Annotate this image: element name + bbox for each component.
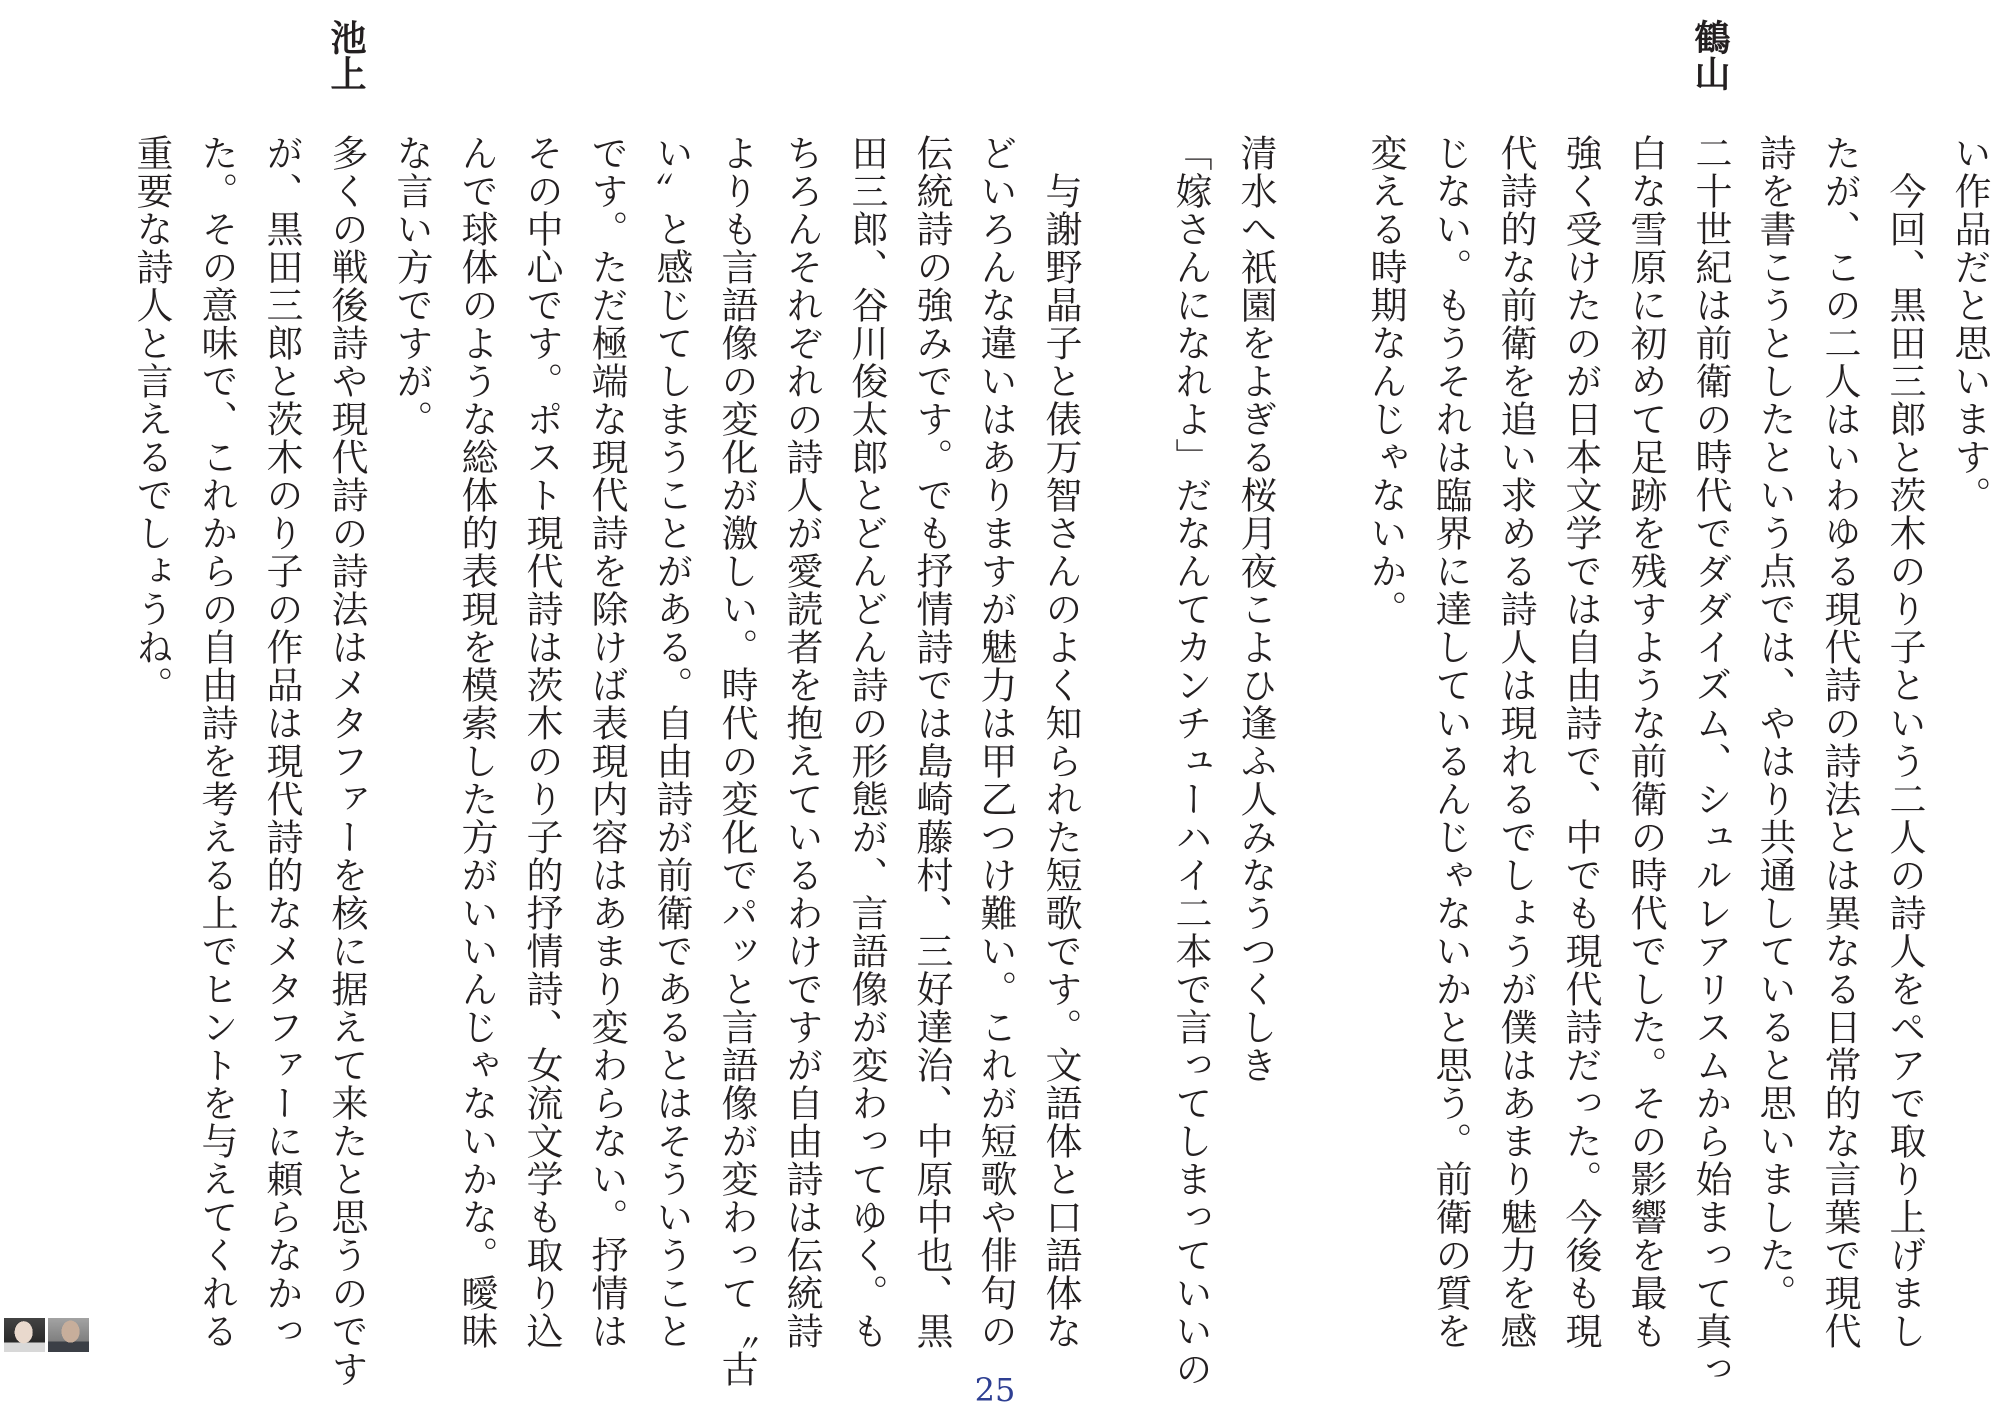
- text-line: 白な雪原に初めて足跡を残すような前衛の時代でした。その影響を最も: [1624, 134, 1667, 1350]
- text-line: 詩を書こうとしたという点では、やはり共通していると思いました。: [1753, 134, 1796, 1312]
- text-line: 代詩的な前衛を追い求める詩人は現れるでしょうが僕はあまり魅力を感: [1494, 134, 1537, 1350]
- portrait-photo: [48, 1318, 89, 1352]
- text-line: たが、この二人はいわゆる現代詩の詩法とは異なる日常的な言葉で現代: [1818, 134, 1861, 1350]
- text-line: 与謝野晶子と俵万智さんのよく知られた短歌です。文語体と口語体な: [1039, 134, 1082, 1350]
- text-line: その中心です。ポスト現代詩は茨木のり子的抒情詩、女流文学も取り込: [520, 134, 563, 1350]
- poem-line: 「嫁さんになれよ」だなんてカンチューハイ二本で言ってしまっていいの: [1169, 134, 1212, 1388]
- text-line: 変える時期なんじゃないか。: [1364, 134, 1407, 628]
- text-line: どいろんな違いはありますが魅力は甲乙つけ難い。これが短歌や俳句の: [974, 134, 1017, 1350]
- poem-line: 清水へ祇園をよぎる桜月夜こよひ逢ふ人みなうつくしき: [1234, 134, 1277, 1084]
- page-number: 25: [974, 1371, 1016, 1409]
- text-line: ちろんそれぞれの詩人が愛読者を抱えているわけですが自由詩は伝統詩: [780, 134, 823, 1350]
- text-line: た。その意味で、これからの自由詩を考える上でヒントを与えてくれる: [195, 134, 238, 1350]
- text-line: 田三郎、谷川俊太郎とどんどん詩の形態が、言語像が変わってゆく。も: [845, 134, 888, 1350]
- text-line: 二十世紀は前衛の時代でダダイズム、シュルレアリスムから始まって真っ: [1689, 134, 1732, 1388]
- text-line: い作品だと思います。: [1948, 134, 1991, 514]
- text-line: よりも言語像の変化が激しい。時代の変化でパッと言語像が変わって〝古: [715, 134, 758, 1388]
- text-line: な言い方ですが。: [390, 134, 433, 438]
- speaker-label-tsuruyama: 鶴山: [1689, 19, 1731, 91]
- text-line: 多くの戦後詩や現代詩の詩法はメタファーを核に据えて来たと思うのです: [325, 134, 368, 1388]
- text-line: 今回、黒田三郎と茨木のり子という二人の詩人をペアで取り上げまし: [1883, 134, 1926, 1350]
- text-line: 伝統詩の強みです。でも抒情詩では島崎藤村、三好達治、中原中也、黒: [910, 134, 953, 1350]
- thumbnail-photos: [4, 1318, 90, 1352]
- text-line: です。ただ極端な現代詩を除けば表現内容はあまり変わらない。抒情は: [585, 134, 628, 1350]
- portrait-photo: [4, 1318, 45, 1352]
- text-line: じない。もうそれは臨界に達しているんじゃないかと思う。前衛の質を: [1429, 134, 1472, 1350]
- text-line: んで球体のような総体的表現を模索した方がいいんじゃないかな。曖昧: [455, 134, 498, 1350]
- text-line: い〟と感じてしまうことがある。自由詩が前衛であるとはそういうこと: [650, 134, 693, 1350]
- text-line: 強く受けたのが日本文学では自由詩で、中でも現代詩だった。今後も現: [1559, 134, 1602, 1350]
- speaker-label-ikegami: 池上: [325, 19, 367, 91]
- text-line: が、黒田三郎と茨木のり子の作品は現代詩的なメタファーに頼らなかっ: [260, 134, 303, 1350]
- text-line: 重要な詩人と言えるでしょうね。: [130, 134, 173, 704]
